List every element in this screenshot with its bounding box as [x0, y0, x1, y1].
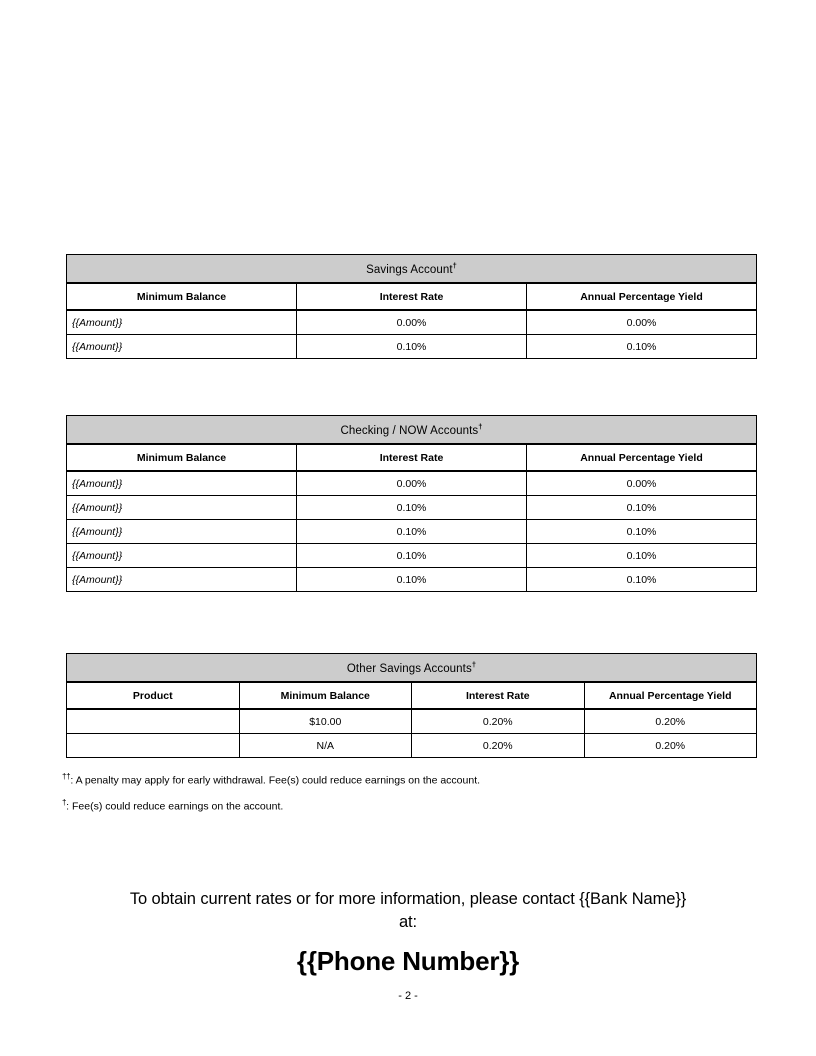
cell-interest-rate: 0.10%: [297, 496, 527, 520]
cell-annual-percentage-yield: 0.10%: [527, 544, 757, 568]
column-header-interest-rate: Interest Rate: [297, 444, 527, 471]
cell-interest-rate: 0.20%: [412, 709, 585, 734]
column-header-minimum-balance: Minimum Balance: [67, 283, 297, 310]
table-banner-row: [67, 654, 757, 683]
cell-interest-rate: 0.10%: [297, 520, 527, 544]
column-header-minimum-balance: Minimum Balance: [67, 444, 297, 471]
table-row: [67, 709, 757, 734]
cell-product: [67, 734, 240, 758]
cell-annual-percentage-yield: 0.20%: [584, 709, 757, 734]
footnote-text: : A penalty may apply for early withdrawal. Fee(s) could reduce earnings on the account.: [70, 774, 481, 787]
cell-annual-percentage-yield: 0.00%: [527, 471, 757, 496]
footnote-marker: †: [62, 797, 67, 807]
footnote-marker: ††: [62, 772, 71, 781]
cell-minimum-balance: $10.00: [239, 709, 412, 734]
table-title-superscript: †: [478, 422, 483, 432]
footnote-double-dagger: [62, 766, 762, 792]
column-header-interest-rate: Interest Rate: [412, 682, 585, 709]
column-header-annual-percentage-yield: Annual Percentage Yield: [584, 682, 757, 709]
table-title-superscript: †: [471, 660, 477, 670]
table-row: [67, 310, 757, 335]
cell-interest-rate: 0.10%: [297, 335, 527, 359]
table-column-header-row: [67, 283, 757, 310]
cell-interest-rate: 0.10%: [297, 544, 527, 568]
cell-minimum-balance: {{Amount}}: [67, 496, 297, 520]
contact-phone-number: {{Phone Number}}: [296, 946, 520, 976]
table-column-header-row: [67, 444, 757, 471]
table-title-cell: [67, 416, 757, 445]
column-header-annual-percentage-yield: Annual Percentage Yield: [527, 283, 757, 310]
cell-annual-percentage-yield: 0.10%: [527, 335, 757, 359]
table-title-cell: [67, 255, 757, 284]
cell-interest-rate: 0.00%: [297, 471, 527, 496]
cell-interest-rate: 0.00%: [297, 310, 527, 335]
cell-minimum-balance: {{Amount}}: [67, 520, 297, 544]
table-banner-row: [67, 255, 757, 284]
cell-annual-percentage-yield: 0.10%: [527, 520, 757, 544]
table-row: [67, 734, 757, 758]
contact-block: [58, 888, 758, 977]
column-header-product: Product: [67, 682, 240, 709]
page-number-footer: - 2 -: [398, 990, 418, 1002]
table-title-text: Checking / NOW Accounts: [340, 424, 479, 437]
column-header-interest-rate: Interest Rate: [297, 283, 527, 310]
footnotes-block: [62, 766, 762, 817]
cell-interest-rate: 0.10%: [297, 568, 527, 592]
cell-annual-percentage-yield: 0.10%: [527, 568, 757, 592]
table-title-text: Savings Account: [366, 263, 453, 276]
table-row: [67, 520, 757, 544]
rate-table-checking-now-accounts: [66, 415, 757, 592]
table-row: [67, 471, 757, 496]
footnote-text: : Fee(s) could reduce earnings on the account.: [66, 800, 284, 812]
cell-minimum-balance: {{Amount}}: [67, 335, 297, 359]
footnote-single-dagger: [62, 792, 762, 818]
table-column-header-row: [67, 682, 757, 709]
column-header-minimum-balance: Minimum Balance: [239, 682, 412, 709]
rate-table-other-savings-accounts: [66, 653, 757, 758]
table-row: [67, 544, 757, 568]
column-header-annual-percentage-yield: Annual Percentage Yield: [527, 444, 757, 471]
cell-annual-percentage-yield: 0.00%: [527, 310, 757, 335]
table-row: [67, 496, 757, 520]
cell-minimum-balance: {{Amount}}: [67, 310, 297, 335]
table-title-superscript: †: [452, 261, 457, 271]
cell-minimum-balance: N/A: [239, 734, 412, 758]
cell-annual-percentage-yield: 0.20%: [584, 734, 757, 758]
rate-table-savings-account: [66, 254, 757, 359]
cell-minimum-balance: {{Amount}}: [67, 568, 297, 592]
table-banner-row: [67, 416, 757, 445]
table-row: [67, 568, 757, 592]
contact-line-2: at:: [398, 913, 418, 931]
cell-annual-percentage-yield: 0.10%: [527, 496, 757, 520]
table-title-cell: [67, 654, 757, 683]
contact-line-1: To obtain current rates or for more information, please contact {{Bank Name}}: [129, 890, 687, 908]
cell-minimum-balance: {{Amount}}: [67, 471, 297, 496]
table-row: [67, 335, 757, 359]
table-title-text: Other Savings Accounts: [346, 662, 472, 675]
cell-product: [67, 709, 240, 734]
cell-minimum-balance: {{Amount}}: [67, 544, 297, 568]
cell-interest-rate: 0.20%: [412, 734, 585, 758]
